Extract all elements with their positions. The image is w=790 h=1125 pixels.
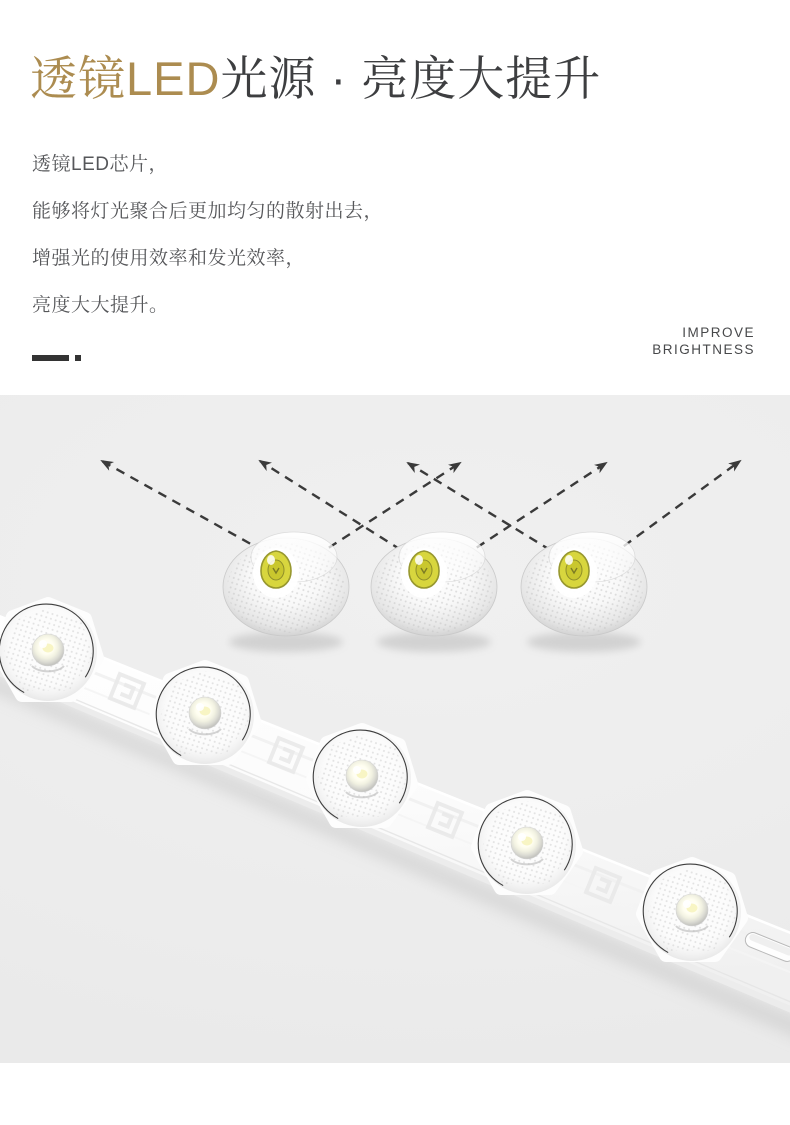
description-line: 亮度大大提升。 [32, 295, 169, 316]
description-block [32, 155, 383, 343]
description-line: 能够将灯光聚合后更加均匀的散射出去， [32, 201, 384, 222]
tagline-line1: IMPROVE [682, 325, 755, 340]
divider-dot [75, 355, 81, 361]
tagline [652, 324, 755, 358]
page-title [30, 42, 601, 109]
page-title-highlight: 透镜LED [30, 52, 221, 105]
floating-lens [371, 532, 497, 652]
floating-lens [521, 532, 647, 652]
strip-lens-row [0, 587, 754, 974]
led-illustration [0, 395, 790, 1063]
product-photo-section [0, 395, 790, 1063]
divider-bar [32, 355, 69, 361]
floating-lens-row [223, 532, 647, 652]
divider [32, 355, 81, 361]
description-line: 透镜LED芯片， [32, 154, 168, 175]
page-title-rest: 光源 · 亮度大提升 [220, 52, 602, 105]
led-strip [0, 587, 790, 1045]
description-line: 增强光的使用效率和发光效率， [32, 248, 306, 269]
tagline-line2: BRIGHTNESS [652, 342, 755, 357]
floating-lens [223, 532, 349, 652]
